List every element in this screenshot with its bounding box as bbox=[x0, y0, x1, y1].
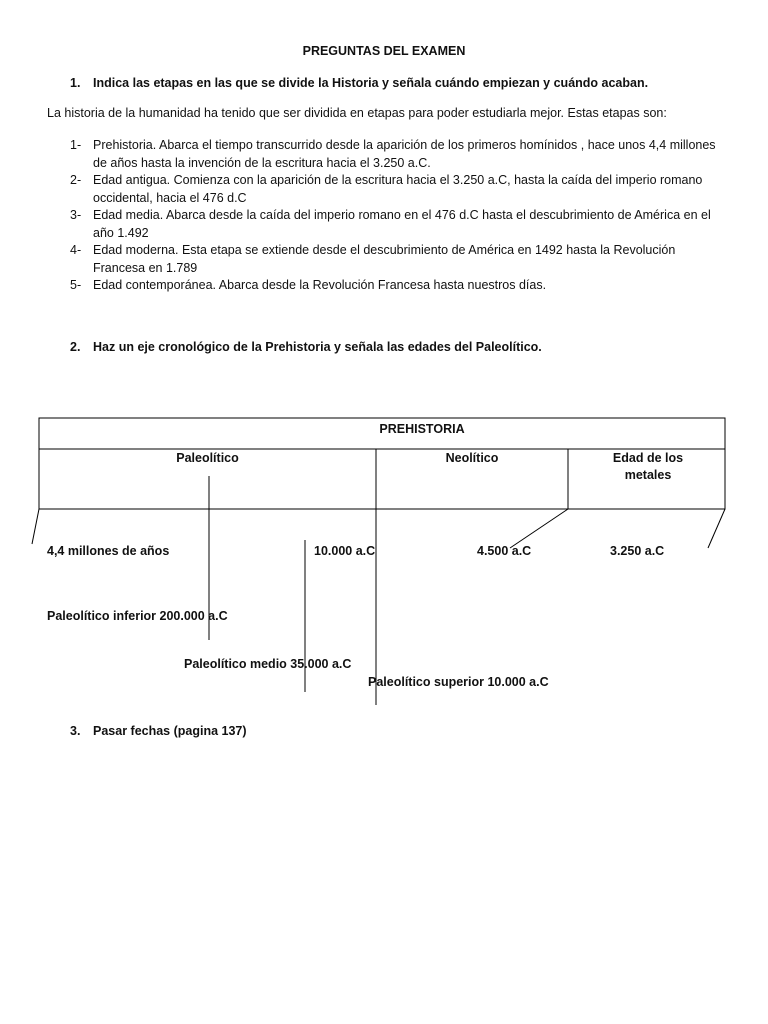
date-3250: 3.250 a.C bbox=[610, 544, 665, 558]
metal-age-marker bbox=[708, 509, 725, 548]
table-header: PREHISTORIA bbox=[379, 422, 465, 436]
paleolitico-inferior: Paleolítico inferior 200.000 a.C bbox=[47, 609, 228, 623]
list-item-number: 1- bbox=[70, 138, 82, 152]
question-2-number: 2. bbox=[70, 340, 81, 354]
list-item-text: Edad moderna. Esta etapa se extiende desde el descubrimiento de América en 1492 hasta la Revolución Francesa en 1.789 bbox=[93, 243, 676, 275]
paleolitico-medio: Paleolítico medio 35.000 a.C bbox=[184, 657, 352, 671]
page-title: PREGUNTAS DEL EXAMEN bbox=[302, 44, 466, 58]
list-item-number: 4- bbox=[70, 243, 82, 257]
column-neolitico: Neolítico bbox=[445, 451, 499, 465]
column-paleolitico: Paleolítico bbox=[176, 451, 239, 465]
date-4500: 4.500 a.C bbox=[477, 544, 532, 558]
list-item-number: 2- bbox=[70, 173, 82, 187]
question-1-text: Indica las etapas en las que se divide la Historia y señala cuándo empiezan y cuándo acaban. bbox=[93, 76, 649, 90]
question-1-intro: La historia de la humanidad ha tenido que ser dividida en etapas para poder estudiarla mejor. Estas etapas son: bbox=[47, 106, 667, 120]
date-start: 4,4 millones de años bbox=[47, 544, 170, 558]
list-item-text: Edad media. Abarca desde la caída del imperio romano en el 476 d.C hasta el descubrimiento de América en el año 1.492 bbox=[93, 208, 711, 240]
list-item-number: 5- bbox=[70, 278, 82, 292]
start-marker bbox=[32, 509, 39, 544]
neolithic-marker bbox=[510, 509, 568, 548]
list-item-text: Prehistoria. Abarca el tiempo transcurrido desde la aparición de los primeros homínidos , hace unos 4,4 millones de años hasta la invención de la escritura hacia el 3.250 a.C. bbox=[93, 138, 716, 170]
question-3-number: 3. bbox=[70, 724, 81, 738]
column-edad-metales: Edad de los metales bbox=[612, 451, 684, 482]
list-item-number: 3- bbox=[70, 208, 82, 222]
question-2-text: Haz un eje cronológico de la Prehistoria y señala las edades del Paleolítico. bbox=[93, 340, 542, 354]
question-3-text: Pasar fechas (pagina 137) bbox=[93, 724, 247, 738]
list-item-text: Edad antigua. Comienza con la aparición de la escritura hacia el 3.250 a.C, hasta la caída del imperio romano occidental, hacia el 476 d.C bbox=[93, 173, 703, 205]
date-10000: 10.000 a.C bbox=[314, 544, 376, 558]
paleolitico-superior: Paleolítico superior 10.000 a.C bbox=[368, 675, 549, 689]
list-item-text: Edad contemporánea. Abarca desde la Revolución Francesa hasta nuestros días. bbox=[93, 278, 547, 292]
question-1-number: 1. bbox=[70, 76, 81, 90]
